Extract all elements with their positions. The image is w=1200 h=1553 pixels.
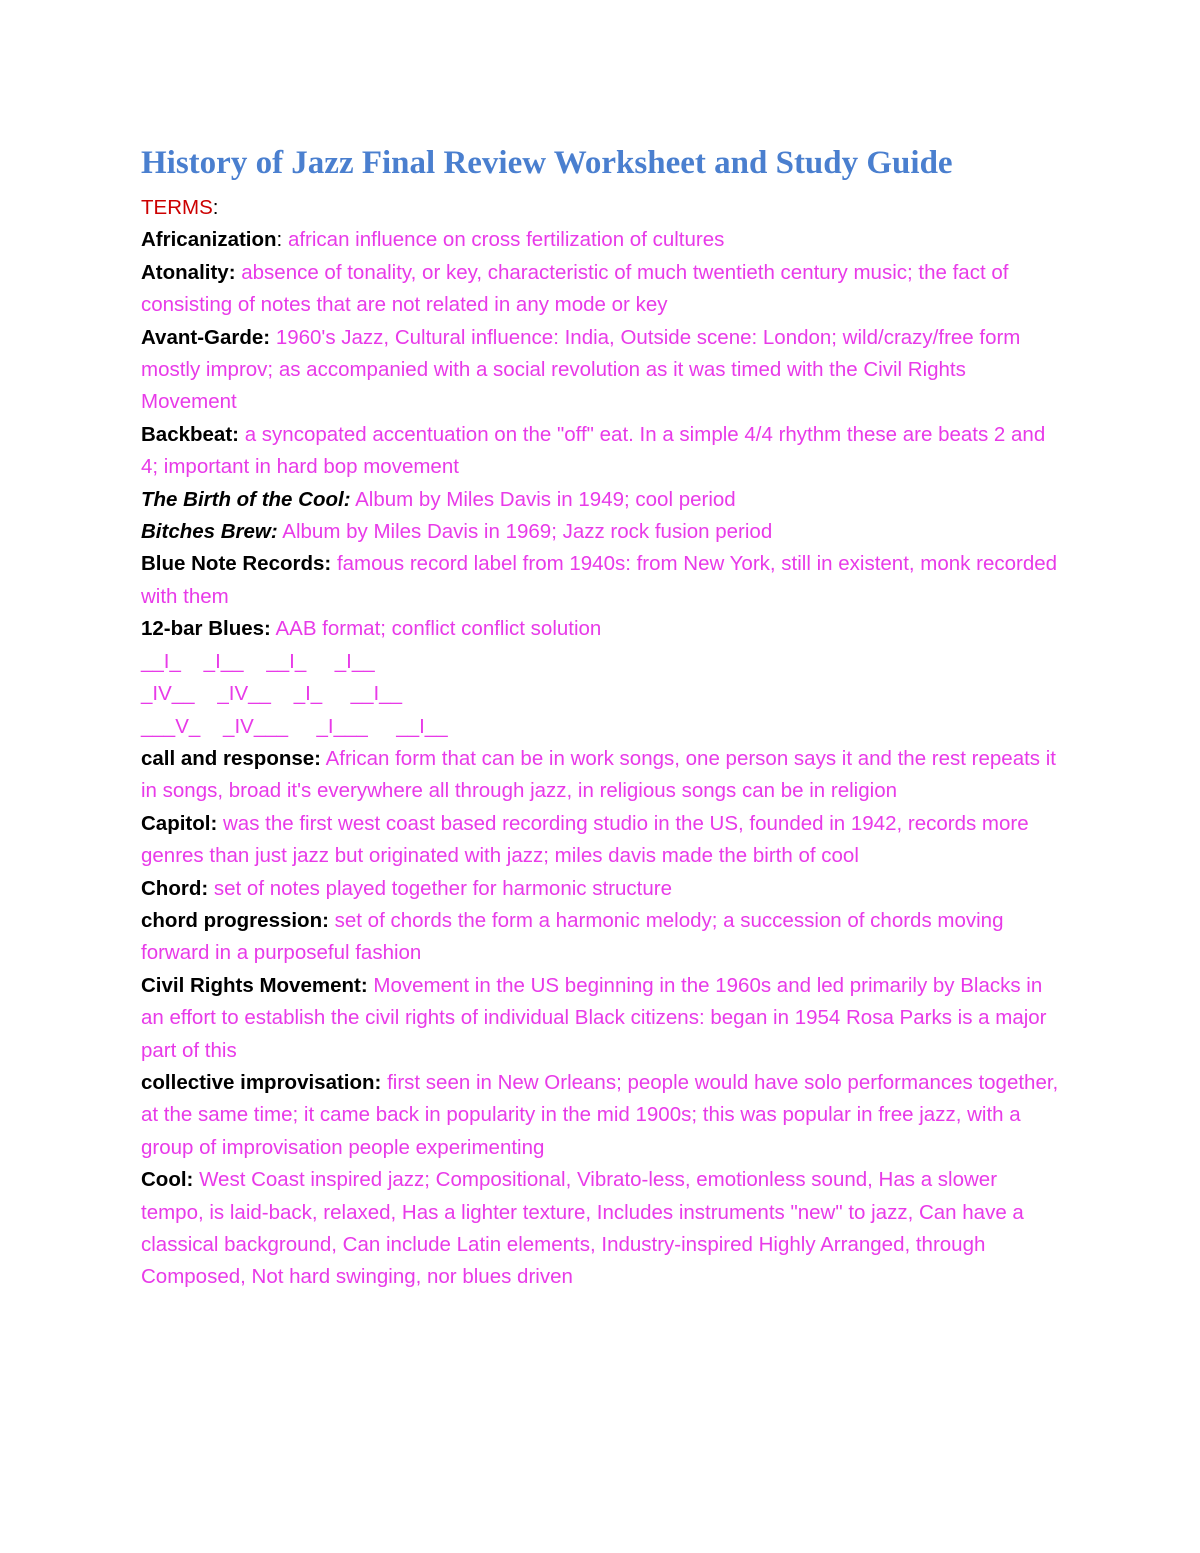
terms-label: TERMS bbox=[141, 196, 213, 219]
term-name: chord progression: bbox=[141, 908, 329, 932]
term-entry bbox=[141, 743, 1061, 808]
term-name: Capitol: bbox=[141, 811, 218, 835]
term-definition: set of chords the form a harmonic melody; a succession of chords moving forward in a purposeful fashion bbox=[141, 908, 1004, 965]
term-definition: set of notes played together for harmonic structure bbox=[213, 876, 672, 900]
term-definition: a syncopated accentuation on the "off" eat. In a simple 4/4 rhythm these are beats 2 and 4; important in hard bop movement bbox=[141, 422, 1046, 479]
term-name: 12-bar Blues: bbox=[141, 617, 271, 641]
term-name: Civil Rights Movement: bbox=[141, 973, 368, 997]
term-entry bbox=[141, 1164, 1061, 1294]
term-name: call and response: bbox=[141, 746, 322, 770]
term-entry bbox=[141, 1067, 1061, 1164]
term-name: Avant-Garde: bbox=[141, 325, 271, 349]
term-definition: famous record label from 1940s: from New York, still in existent, monk recorded with them bbox=[141, 552, 1058, 608]
term-entry bbox=[141, 808, 1061, 873]
term-name: Bitches Brew: bbox=[141, 520, 278, 544]
term-entry bbox=[141, 257, 1061, 322]
term-name: The Birth of the Cool: bbox=[141, 487, 351, 511]
term-name: Africanization bbox=[141, 228, 277, 252]
term-name: Blue Note Records: bbox=[141, 552, 332, 576]
term-entry bbox=[141, 613, 1061, 645]
terms-list bbox=[141, 224, 1061, 645]
term-definition: 1960's Jazz, Cultural influence: India, Outside scene: London; wild/crazy/free form mostly improv; as accompanied with a social revolution as it was timed with the Civil Rights Movement bbox=[141, 325, 1021, 414]
term-entry bbox=[141, 873, 1061, 905]
blues-chart-row: _IV__ _IV__ _I_ __I__ bbox=[141, 682, 402, 706]
blues-chart bbox=[141, 646, 1061, 743]
term-definition: absence of tonality, or key, characteristic of much twentieth century music; the fact of consisting of notes that are not related in any mode or key bbox=[141, 260, 1009, 317]
term-name: Chord: bbox=[141, 876, 209, 900]
term-definition: Movement in the US beginning in the 1960s and led primarily by Blacks in an effort to establish the civil rights of individual Black citizens: began in 1954 Rosa Parks is a major part of this bbox=[141, 973, 1047, 1062]
term-name: Backbeat: bbox=[141, 422, 239, 446]
term-entry bbox=[141, 419, 1061, 484]
term-separator: : bbox=[276, 228, 288, 252]
term-definition: West Coast inspired jazz; Compositional, Vibrato-less, emotionless sound, Has a slower tempo, is laid-back, relaxed, Has a lighter texture, Includes instruments "new" to jazz, Can have a classical background, Can include Latin elements, Industry-inspired Highly Arranged, through Composed, Not hard swinging, nor blues driven bbox=[141, 1168, 1024, 1289]
document-title: History of Jazz Final Review Worksheet and Study Guide bbox=[141, 145, 953, 181]
term-definition: Album by Miles Davis in 1949; cool period bbox=[355, 487, 736, 511]
term-definition: african influence on cross fertilization of cultures bbox=[287, 228, 725, 252]
term-entry bbox=[141, 484, 1061, 516]
terms-heading bbox=[141, 192, 1061, 224]
term-entry bbox=[141, 516, 1061, 548]
term-definition: African form that can be in work songs, one person says it and the rest repeats it in songs, broad it's everywhere all through jazz, in religious songs can be in religion bbox=[141, 746, 1056, 803]
term-definition: was the first west coast based recording studio in the US, founded in 1942, records more genres than just jazz but originated with jazz; miles davis made the birth of cool bbox=[141, 811, 1029, 868]
terms-colon: : bbox=[212, 196, 219, 219]
term-entry bbox=[141, 224, 1061, 256]
term-entry bbox=[141, 905, 1061, 970]
term-name: Atonality: bbox=[141, 260, 236, 284]
term-entry bbox=[141, 548, 1061, 613]
blues-chart-row: __I_ _I__ __I_ _I__ bbox=[141, 649, 375, 673]
term-definition: first seen in New Orleans; people would have solo performances together, at the same time; it came back in popularity in the mid 1900s; this was popular in free jazz, with a group of improvisation people experimenting bbox=[141, 1070, 1059, 1159]
blues-chart-row: ___V_ _IV___ _I___ __I__ bbox=[141, 714, 448, 738]
term-name: collective improvisation: bbox=[141, 1070, 382, 1094]
term-definition: Album by Miles Davis in 1969; Jazz rock fusion period bbox=[282, 520, 773, 544]
term-definition: AAB format; conflict conflict solution bbox=[275, 617, 602, 641]
term-entry bbox=[141, 970, 1061, 1067]
term-name: Cool: bbox=[141, 1168, 194, 1192]
terms-list-continued bbox=[141, 743, 1061, 1294]
document-page bbox=[141, 142, 1061, 1294]
term-entry bbox=[141, 322, 1061, 419]
